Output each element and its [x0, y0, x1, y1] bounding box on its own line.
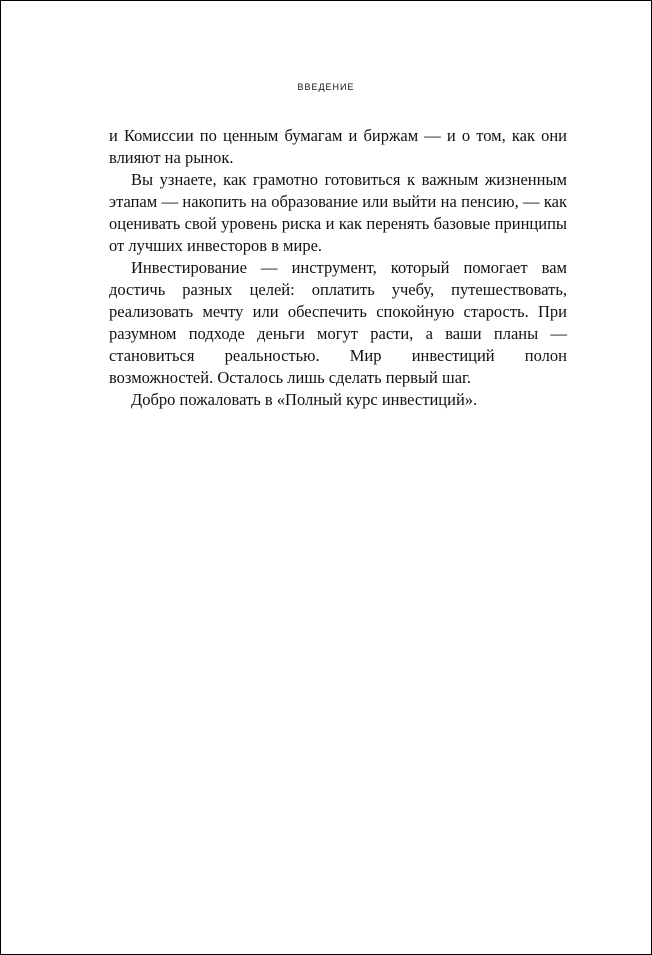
paragraph-welcome: Добро пожаловать в «Полный курс инвестиций». [131, 390, 478, 409]
paragraph-life-stages: Вы узнаете, как грамотно готовиться к важным жизненным этапам — накопить на образование или выйти на пенсию, — как оценивать свой уровень риска и как перенять базовые принципы от лучших инвесторов в мире. [109, 170, 567, 255]
paragraph-investing-goals: Инвестирование — инструмент, который помогает вам достичь разных целей: оплатить учебу, путешествовать, реализовать мечту или обеспечить спокойную старость. При разумном подходе деньги могут расти, а ваши планы — становиться реальностью. Мир инвестиций полон возможностей. Осталось лишь сделать первый шаг. [109, 258, 567, 387]
running-head: ВВЕДЕНИЕ [297, 82, 355, 92]
paragraph-continuation: и Комиссии по ценным бумагам и биржам — и о том, как они влияют на рынок. [109, 126, 567, 167]
body-text [109, 125, 567, 411]
